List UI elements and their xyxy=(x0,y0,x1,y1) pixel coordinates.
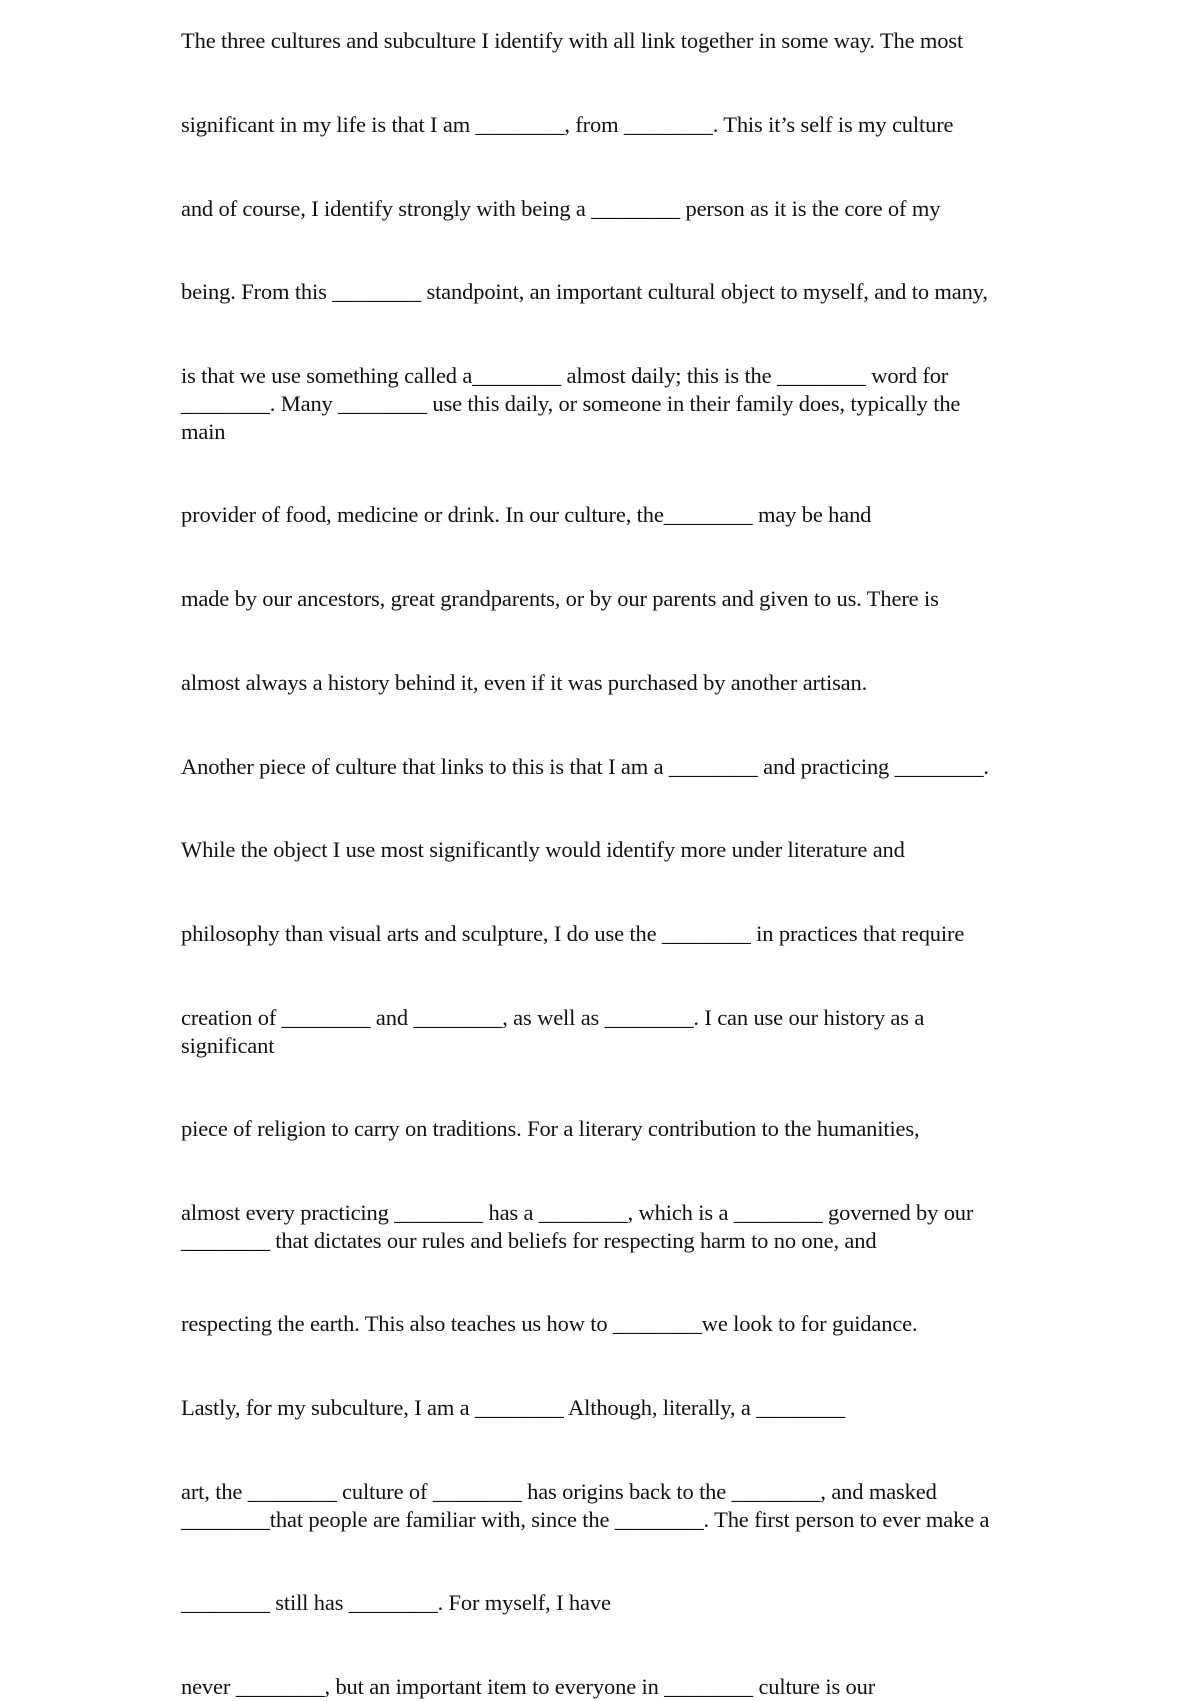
text-line: significant in my life is that I am ________, from ________. This it’s self is my culture xyxy=(181,112,954,137)
text-line: ________ that dictates our rules and beliefs for respecting harm to no one, and xyxy=(181,1228,877,1253)
text-line: made by our ancestors, great grandparents, or by our parents and given to us. There is xyxy=(181,586,939,611)
text-line: provider of food, medicine or drink. In our culture, the________ may be hand xyxy=(181,502,872,527)
text-line: respecting the earth. This also teaches us how to ________we look to for guidance. xyxy=(181,1311,918,1336)
text-line: almost always a history behind it, even if it was purchased by another artisan. xyxy=(181,670,868,695)
text-line: philosophy than visual arts and sculpture, I do use the ________ in practices that require xyxy=(181,921,965,946)
text-line: ________that people are familiar with, since the ________. The first person to ever make a xyxy=(181,1507,990,1532)
text-line: piece of religion to carry on traditions. For a literary contribution to the humanities, xyxy=(181,1116,920,1141)
text-line: ________. Many ________ use this daily, or someone in their family does, typically the xyxy=(181,391,961,416)
text-line: almost every practicing ________ has a ________, which is a ________ governed by our xyxy=(181,1200,974,1225)
text-line: Lastly, for my subculture, I am a ________ Although, literally, a ________ xyxy=(181,1395,845,1420)
text-line: While the object I use most significantly would identify more under literature and xyxy=(181,837,905,862)
text-line: Another piece of culture that links to this is that I am a ________ and practicing ________. xyxy=(181,754,989,779)
text-line: significant xyxy=(181,1033,275,1058)
text-line: and of course, I identify strongly with being a ________ person as it is the core of my xyxy=(181,196,941,221)
text-line: creation of ________ and ________, as well as ________. I can use our history as a xyxy=(181,1005,925,1030)
text-line: being. From this ________ standpoint, an important cultural object to myself, and to many, xyxy=(181,279,988,304)
text-line: art, the ________ culture of ________ has origins back to the ________, and masked xyxy=(181,1479,937,1504)
text-line: never ________, but an important item to everyone in ________ culture is our xyxy=(181,1674,876,1699)
text-line: main xyxy=(181,419,226,444)
text-line: is that we use something called a________ almost daily; this is the ________ word for xyxy=(181,363,949,388)
text-line: ________ still has ________. For myself, I have xyxy=(181,1590,611,1615)
text-line: The three cultures and subculture I identify with all link together in some way. The most xyxy=(181,28,964,53)
